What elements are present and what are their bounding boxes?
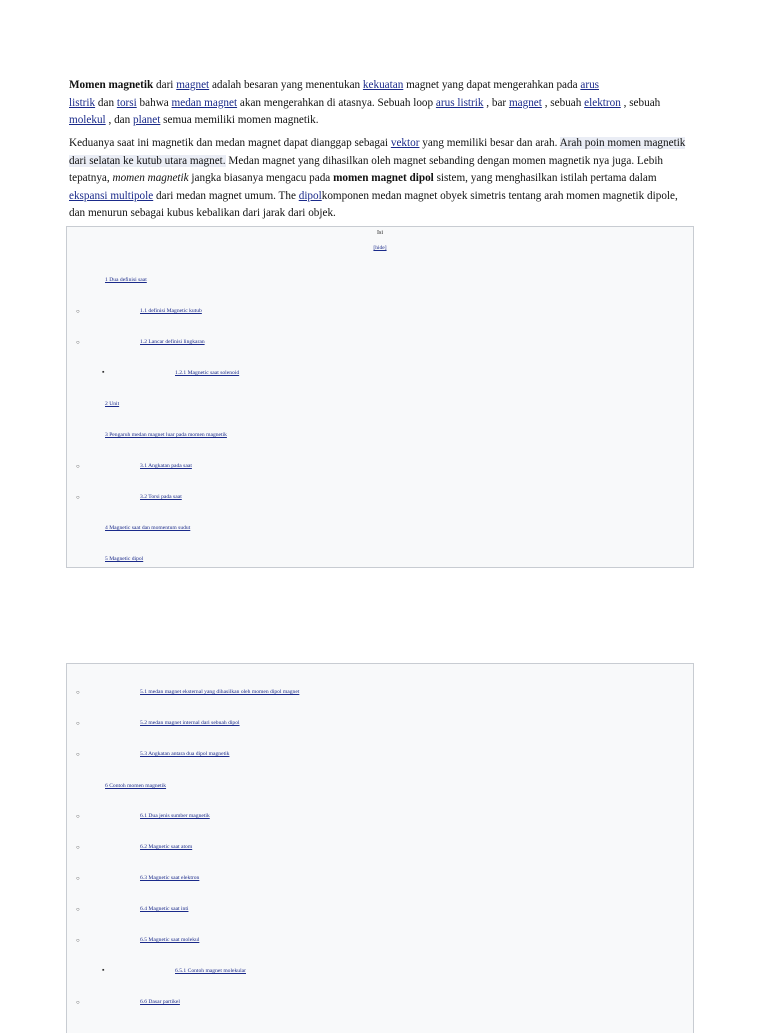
link-vektor[interactable]: vektor	[390, 137, 420, 149]
bullet-circle-icon: ○	[76, 752, 80, 758]
bullet-circle-icon: ○	[76, 1000, 80, 1006]
bullet-square-icon: ▪	[102, 368, 105, 376]
link-listrik[interactable]: listrik	[69, 96, 96, 109]
toc-item[interactable]: 5.1 medan magnet eksternal yang dihasilkan oleh momen dipol magnet	[140, 689, 300, 695]
bullet-circle-icon: ○	[76, 938, 80, 944]
toc-item[interactable]: 6 Contoh momen magnetik	[105, 783, 167, 789]
bullet-circle-icon: ○	[76, 495, 80, 501]
toc-item[interactable]: 6.5 Magnetic saat molekul	[140, 937, 200, 943]
bullet-circle-icon: ○	[76, 845, 80, 851]
toc-item[interactable]: 5.2 medan magnet internal dari sebuah dipol	[140, 720, 240, 726]
toc-title: Isi	[377, 230, 383, 236]
toc-box-continued	[66, 663, 694, 1033]
term-momen-magnetik: Momen magnetik	[69, 79, 154, 91]
toc-item[interactable]: 2 Unit	[105, 401, 120, 407]
toc-item[interactable]: 6.5.1 Contoh magnet molekular	[175, 968, 246, 974]
toc-item[interactable]: 1.2.1 Magnetic saat solenoid	[175, 370, 240, 376]
toc-box	[66, 226, 694, 568]
link-kekuatan[interactable]: kekuatan	[362, 79, 404, 91]
toc-item[interactable]: 1 Dua definisi saat	[105, 277, 147, 283]
link-magnet-2[interactable]: magnet	[508, 96, 542, 109]
toc-item[interactable]: 3 Pengaruh medan magnet luar pada momen magnetik	[105, 432, 227, 438]
link-medan-magnet[interactable]: medan magnet	[171, 96, 238, 109]
toc-item[interactable]: 6.4 Magnetic saat inti	[140, 906, 189, 912]
bullet-square-icon: ▪	[102, 966, 105, 974]
link-arus[interactable]: arus	[580, 79, 600, 91]
bullet-circle-icon: ○	[76, 690, 80, 696]
toc-item[interactable]: 5 Magnetic dipol	[105, 556, 144, 562]
toc-item[interactable]: 4 Magnetic saat dan momentum sudut	[105, 525, 191, 531]
term-momen-magnet-dipol: momen magnet dipol	[333, 172, 434, 185]
intro-paragraph: Momen magnetik dari magnet adalah besaran yang menentukan kekuatan magnet yang dapat mengerahkan pada arus listrik dan torsi bahwa medan magnet akan mengerahkan di atasnya. Sebuah loop arus listrik , bar magnet , sebuah elektron , sebuah molekul , dan planet semua memiliki momen magnetik.	[69, 79, 661, 127]
link-elektron[interactable]: elektron	[584, 96, 621, 109]
highlighted-sentence: Arah poin momen magnetik dari selatan ke kutub utara magnet.	[69, 137, 686, 167]
toc-item[interactable]: 3.1 Angkatan pada saat	[140, 463, 192, 469]
bullet-circle-icon: ○	[76, 309, 80, 315]
toc-hide-link[interactable]: [hide]	[373, 245, 387, 251]
toc-item[interactable]: 6.6 Dasar partikel	[140, 999, 180, 1005]
bullet-circle-icon: ○	[76, 907, 80, 913]
italic-term: momen magnetik	[112, 172, 189, 185]
link-arus-listrik[interactable]: arus listrik	[435, 96, 484, 109]
body-paragraph: Keduanya saat ini magnetik dan medan magnet dapat dianggap sebagai vektor yang memiliki besar dan arah. Arah poin momen magnetik dari selatan ke kutub utara magnet. Medan magnet yang dihasilkan oleh magnet sebanding dengan momen magnetik nya juga. Lebih tepatnya, momen magnetik jangka biasanya mengacu pada momen magnet dipol sistem, yang menghasilkan istilah pertama dalam ekspansi multipole dari medan magnet umum. The dipolkomponen medan magnet obyek simetris tentang arah momen magnetik dipole, dan menurun sebagai kubus kebalikan dari jarak dari objek.	[69, 137, 686, 220]
toc-item[interactable]: 6.1 Dua jenis sumber magnetik	[140, 813, 210, 819]
toc-item[interactable]: 1.1 definisi Magnetic kutub	[140, 308, 202, 314]
link-planet[interactable]: planet	[133, 114, 161, 127]
link-dipol[interactable]: dipol	[298, 189, 322, 202]
link-ekspansi-multipole[interactable]: ekspansi multipole	[69, 189, 154, 202]
bullet-circle-icon: ○	[76, 721, 80, 727]
link-molekul[interactable]: molekul	[69, 114, 106, 127]
toc-item[interactable]: 5.3 Angkatan antara dua dipol magnetik	[140, 751, 230, 757]
bullet-circle-icon: ○	[76, 464, 80, 470]
bullet-circle-icon: ○	[76, 876, 80, 882]
toc-item[interactable]: 3.2 Torsi pada saat	[140, 494, 182, 500]
toc-item[interactable]: 1.2 Lancar definisi lingkaran	[140, 339, 205, 345]
bullet-circle-icon: ○	[76, 814, 80, 820]
bullet-circle-icon: ○	[76, 340, 80, 346]
toc-item[interactable]: 6.2 Magnetic saat atom	[140, 844, 193, 850]
toc-item[interactable]: 6.3 Magnetic saat elektron	[140, 875, 200, 881]
link-torsi[interactable]: torsi	[116, 96, 137, 109]
link-magnet[interactable]: magnet	[176, 79, 210, 91]
